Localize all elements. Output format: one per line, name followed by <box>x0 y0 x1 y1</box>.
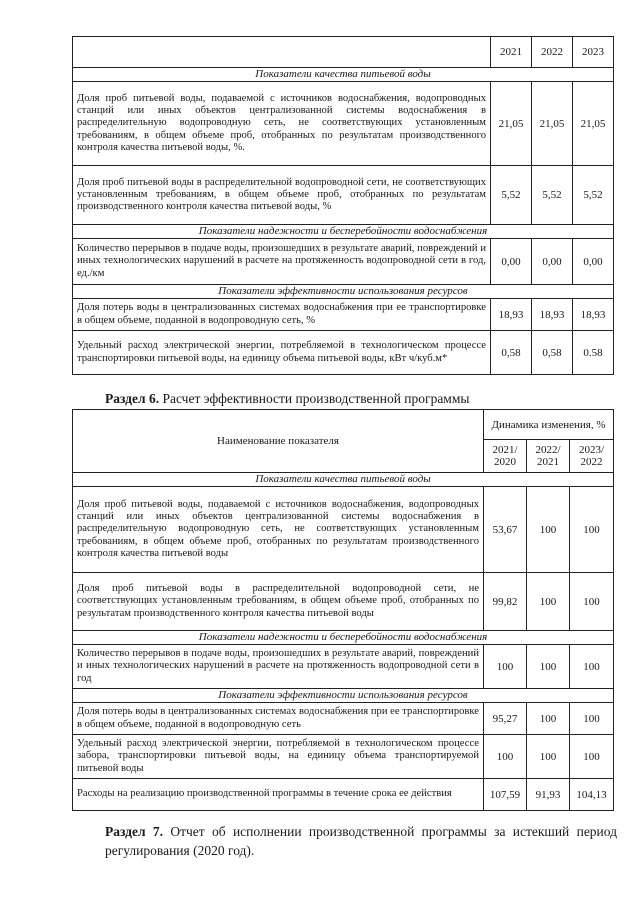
indicator-description: Доля потерь воды в централизованных системах водоснабжения при ее транспортировке в общем объеме, поданной в водопроводную сеть <box>73 703 484 735</box>
table-row <box>73 166 614 225</box>
table-row <box>73 779 614 811</box>
table-row <box>73 299 614 331</box>
indicator-description: Количество перерывов в подаче воды, произошедших в результате аварий, повреждений и иных технологических нарушений в расчете на протяженность водопроводной сети в год <box>73 645 484 689</box>
section-7-heading <box>105 822 617 860</box>
indicator-value: 100 <box>570 735 614 779</box>
indicator-value: 100 <box>570 573 614 631</box>
section-title: Показатели надежности и бесперебойности водоснабжения <box>73 225 614 239</box>
indicator-value: 0,00 <box>532 239 573 285</box>
indicator-description: Доля проб питьевой воды, подаваемой с источников водоснабжения, водопроводных станций или иных объектов централизованной системы водоснабжения в распределительную водопроводную сеть, не соответствующих установленным требованиям, в общем объеме проб, отобранных по результатам производственного контроля качества питьевой воды <box>73 487 484 573</box>
section-title: Показатели эффективности использования ресурсов <box>73 285 614 299</box>
indicator-value: 21,05 <box>532 82 573 166</box>
section-6-title: Расчет эффективности производственной программы <box>162 391 470 406</box>
indicator-value: 100 <box>484 735 527 779</box>
indicator-value: 91,93 <box>527 779 570 811</box>
quality-indicators-table <box>72 36 614 375</box>
section-6-label: Раздел 6. <box>105 391 160 406</box>
year-header: 2021 <box>491 37 532 68</box>
table-row <box>73 645 614 689</box>
section-6-heading <box>105 391 469 407</box>
section-row <box>73 68 614 82</box>
table-row <box>73 239 614 285</box>
section-title: Показатели эффективности использования ресурсов <box>73 689 614 703</box>
indicator-value: 18,93 <box>532 299 573 331</box>
table-row <box>73 573 614 631</box>
section-row <box>73 473 614 487</box>
section-7-title: Отчет об исполнении производственной программы за истекший период регулирования (2020 год). <box>105 824 618 858</box>
indicator-value: 0.58 <box>573 331 614 375</box>
section-row <box>73 689 614 703</box>
table-header-row <box>73 37 614 68</box>
indicator-value: 5,52 <box>532 166 573 225</box>
indicator-value: 0,58 <box>532 331 573 375</box>
indicator-value: 100 <box>570 645 614 689</box>
section-title: Показатели качества питьевой воды <box>73 68 614 82</box>
period-header: 2022/ 2021 <box>527 440 570 473</box>
indicator-name-header: Наименование показателя <box>73 410 484 473</box>
indicator-value: 100 <box>570 703 614 735</box>
indicator-value: 100 <box>570 487 614 573</box>
indicator-description: Доля проб питьевой воды, подаваемой с источников водоснабжения, водопроводных станций или иных объектов централизованной системы водоснабжения в распределительную водопроводную сеть, не соответствующих установленным требованиям, в общем объеме проб, отобранных по результатам производственного контроля качества питьевой воды, %. <box>73 82 491 166</box>
indicator-value: 18,93 <box>573 299 614 331</box>
indicator-value: 100 <box>527 735 570 779</box>
indicator-value: 99,82 <box>484 573 527 631</box>
indicator-value: 107,59 <box>484 779 527 811</box>
empty-header-cell <box>73 37 491 68</box>
indicator-value: 100 <box>527 573 570 631</box>
table-row <box>73 82 614 166</box>
indicator-value: 100 <box>527 703 570 735</box>
year-header: 2023 <box>573 37 614 68</box>
table-row <box>73 703 614 735</box>
indicator-value: 0,00 <box>573 239 614 285</box>
indicator-description: Количество перерывов в подаче воды, произошедших в результате аварий, повреждений и иных технологических нарушений в расчете на протяженность водопроводной сети в год, ед./км <box>73 239 491 285</box>
indicator-description: Доля проб питьевой воды в распределительной водопроводной сети, не соответствующих установленным требованиям, в общем объеме проб, отобранных по результатам производственного контроля качества питьевой воды <box>73 573 484 631</box>
indicator-value: 5,52 <box>491 166 532 225</box>
section-row <box>73 285 614 299</box>
indicator-value: 53,67 <box>484 487 527 573</box>
indicator-description: Удельный расход электрической энергии, потребляемой в технологическом процессе транспортировки питьевой воды, на единицу объема питьевой воды, кВт ч/куб.м* <box>73 331 491 375</box>
section-row <box>73 631 614 645</box>
table-row <box>73 331 614 375</box>
indicator-value: 0,58 <box>491 331 532 375</box>
section-row <box>73 225 614 239</box>
indicator-value: 104,13 <box>570 779 614 811</box>
period-header: 2023/ 2022 <box>570 440 614 473</box>
indicator-value: 100 <box>484 645 527 689</box>
indicator-description: Доля потерь воды в централизованных системах водоснабжения при ее транспортировке в общем объеме, поданной в водопроводную сеть, % <box>73 299 491 331</box>
indicator-value: 21,05 <box>491 82 532 166</box>
indicator-value: 100 <box>527 487 570 573</box>
indicator-value: 100 <box>527 645 570 689</box>
indicator-description: Расходы на реализацию производственной программы в течение срока ее действия <box>73 779 484 811</box>
dynamics-header: Динамика изменения, % <box>484 410 614 440</box>
table-row <box>73 487 614 573</box>
table-row <box>73 735 614 779</box>
indicator-value: 18,93 <box>491 299 532 331</box>
section-7-label: Раздел 7. <box>105 824 164 839</box>
indicator-value: 21,05 <box>573 82 614 166</box>
section-title: Показатели надежности и бесперебойности водоснабжения <box>73 631 614 645</box>
section-title: Показатели качества питьевой воды <box>73 473 614 487</box>
indicator-value: 0,00 <box>491 239 532 285</box>
efficiency-table <box>72 409 614 811</box>
indicator-description: Доля проб питьевой воды в распределительной водопроводной сети, не соответствующих установленным требованиям, в общем объеме проб, отобранных по результатам производственного контроля качества питьевой воды, % <box>73 166 491 225</box>
year-header: 2022 <box>532 37 573 68</box>
indicator-description: Удельный расход электрической энергии, потребляемой в технологическом процессе забора, транспортировки питьевой воды, на единицу объема транспортируемой питьевой воды <box>73 735 484 779</box>
table-header-row <box>73 410 614 440</box>
period-header: 2021/ 2020 <box>484 440 527 473</box>
indicator-value: 5,52 <box>573 166 614 225</box>
indicator-value: 95,27 <box>484 703 527 735</box>
